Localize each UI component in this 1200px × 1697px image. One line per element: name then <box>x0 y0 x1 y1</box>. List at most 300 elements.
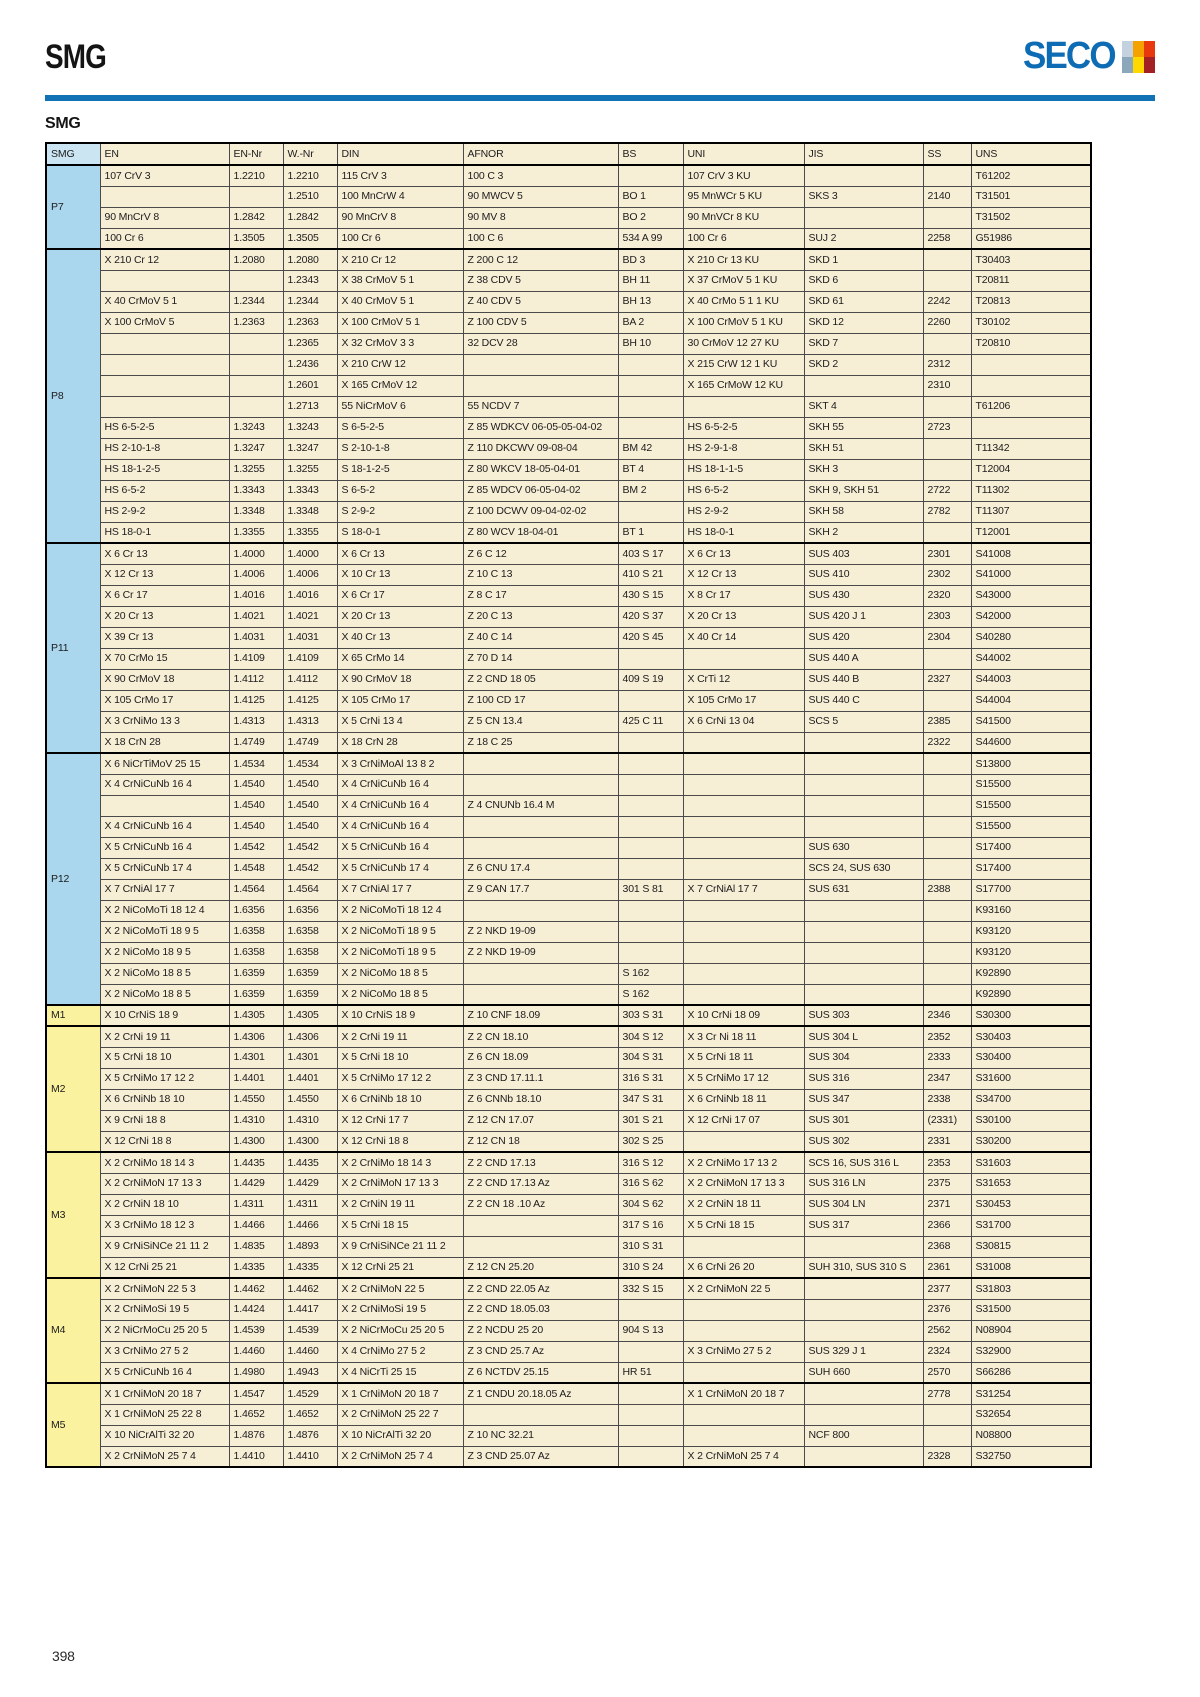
cell-afnor: Z 70 D 14 <box>463 648 618 669</box>
cell-w-nr: 1.6359 <box>283 984 337 1005</box>
cell-bs: 304 S 12 <box>618 1026 683 1047</box>
cell-w-nr: 1.4006 <box>283 564 337 585</box>
cell-w-nr: 1.3355 <box>283 522 337 543</box>
cell-jis: SUS 316 LN <box>804 1173 923 1194</box>
cell-en-nr: 1.4125 <box>229 690 283 711</box>
cell-uni: X 6 Cr 13 <box>683 543 804 564</box>
cell-afnor: Z 12 CN 17.07 <box>463 1110 618 1131</box>
cell-en-nr: 1.4540 <box>229 795 283 816</box>
cell-jis: SKT 4 <box>804 396 923 417</box>
cell-jis: SUS 631 <box>804 879 923 900</box>
cell-jis <box>804 165 923 186</box>
table-row <box>46 795 1091 816</box>
table-row <box>46 816 1091 837</box>
cell-jis: SCS 16, SUS 316 L <box>804 1152 923 1173</box>
cell-ss: 2346 <box>923 1005 971 1026</box>
cell-en: X 1 CrNiMoN 20 18 7 <box>100 1383 229 1404</box>
cell-uns: T11302 <box>971 480 1091 501</box>
cell-w-nr: 1.2601 <box>283 375 337 396</box>
cell-ss <box>923 648 971 669</box>
table-row <box>46 879 1091 900</box>
cell-en: X 2 CrNi 19 11 <box>100 1026 229 1047</box>
table-row <box>46 1047 1091 1068</box>
cell-afnor: Z 100 CD 17 <box>463 690 618 711</box>
cell-ss <box>923 837 971 858</box>
cell-en-nr: 1.3348 <box>229 501 283 522</box>
cell-ss: 2242 <box>923 291 971 312</box>
cell-uns: K92890 <box>971 984 1091 1005</box>
smg-group-label-p11: P11 <box>46 543 100 753</box>
cell-ss: (2331) <box>923 1110 971 1131</box>
cell-bs: BM 42 <box>618 438 683 459</box>
cell-uni: X 105 CrMo 17 <box>683 690 804 711</box>
cell-en-nr: 1.4466 <box>229 1215 283 1236</box>
cell-din: X 38 CrMoV 5 1 <box>337 270 463 291</box>
cell-afnor <box>463 1404 618 1425</box>
cell-uni: X 165 CrMoW 12 KU <box>683 375 804 396</box>
cell-uns: S15500 <box>971 816 1091 837</box>
smg-group-label-p7: P7 <box>46 165 100 249</box>
cell-din: S 2-10-1-8 <box>337 438 463 459</box>
cell-afnor: Z 12 CN 25.20 <box>463 1257 618 1278</box>
cell-afnor: 90 MV 8 <box>463 207 618 228</box>
cell-afnor: Z 8 C 17 <box>463 585 618 606</box>
cell-uns: T61206 <box>971 396 1091 417</box>
cell-w-nr: 1.4462 <box>283 1278 337 1299</box>
cell-jis <box>804 753 923 774</box>
cell-uni: X 2 CrNiMo 17 13 2 <box>683 1152 804 1173</box>
cell-en: X 2 NiCoMoTi 18 9 5 <box>100 921 229 942</box>
cell-w-nr: 1.4943 <box>283 1362 337 1383</box>
cell-ss: 2353 <box>923 1152 971 1173</box>
cell-afnor: Z 3 CND 17.11.1 <box>463 1068 618 1089</box>
cell-uni: X 5 CrNi 18 15 <box>683 1215 804 1236</box>
seco-logo-mark-icon <box>1122 41 1155 73</box>
cell-jis: SUS 440 C <box>804 690 923 711</box>
cell-en-nr: 1.2842 <box>229 207 283 228</box>
cell-w-nr: 1.4540 <box>283 816 337 837</box>
cell-en-nr: 1.4401 <box>229 1068 283 1089</box>
cell-en-nr: 1.4540 <box>229 774 283 795</box>
cell-en-nr: 1.4435 <box>229 1152 283 1173</box>
cell-din: X 1 CrNiMoN 20 18 7 <box>337 1383 463 1404</box>
cell-uns: S43000 <box>971 585 1091 606</box>
cell-ss: 2260 <box>923 312 971 333</box>
cell-uns: K93120 <box>971 942 1091 963</box>
cell-din: S 6-5-2-5 <box>337 417 463 438</box>
cell-uni <box>683 732 804 753</box>
cell-w-nr: 1.2080 <box>283 249 337 270</box>
cell-ss: 2140 <box>923 186 971 207</box>
cell-uni: X 2 CrNiMoN 25 7 4 <box>683 1446 804 1467</box>
cell-bs: 534 A 99 <box>618 228 683 249</box>
cell-uns: S44600 <box>971 732 1091 753</box>
cell-jis: SUS 301 <box>804 1110 923 1131</box>
cell-bs: S 162 <box>618 963 683 984</box>
table-row <box>46 1152 1091 1173</box>
cell-w-nr: 1.4550 <box>283 1089 337 1110</box>
cell-w-nr: 1.4435 <box>283 1152 337 1173</box>
smg-group-label-m1: M1 <box>46 1005 100 1026</box>
cell-bs <box>618 354 683 375</box>
table-row <box>46 1446 1091 1467</box>
cell-en-nr <box>229 270 283 291</box>
cell-en-nr: 1.4109 <box>229 648 283 669</box>
cell-w-nr: 1.4876 <box>283 1425 337 1446</box>
cell-jis <box>804 921 923 942</box>
cell-din: X 12 CrNi 18 8 <box>337 1131 463 1152</box>
cell-uni <box>683 858 804 879</box>
cell-afnor: Z 2 CN 18.10 <box>463 1026 618 1047</box>
cell-bs: 301 S 21 <box>618 1110 683 1131</box>
cell-en: X 4 CrNiCuNb 16 4 <box>100 816 229 837</box>
cell-afnor: Z 3 CND 25.07 Az <box>463 1446 618 1467</box>
cell-din: X 2 CrNiMo 18 14 3 <box>337 1152 463 1173</box>
cell-ss: 2376 <box>923 1299 971 1320</box>
cell-en-nr: 1.4548 <box>229 858 283 879</box>
table-row <box>46 480 1091 501</box>
cell-jis: SUS 440 B <box>804 669 923 690</box>
cell-din: 90 MnCrV 8 <box>337 207 463 228</box>
cell-uns: T20810 <box>971 333 1091 354</box>
table-row <box>46 354 1091 375</box>
cell-uni: X 210 Cr 13 KU <box>683 249 804 270</box>
cell-en: X 18 CrN 28 <box>100 732 229 753</box>
cell-uni: 90 MnVCr 8 KU <box>683 207 804 228</box>
column-header-smg: SMG <box>46 143 100 165</box>
cell-jis: SKH 2 <box>804 522 923 543</box>
cell-ss: 2377 <box>923 1278 971 1299</box>
cell-jis <box>804 1383 923 1404</box>
cell-en <box>100 186 229 207</box>
cell-jis <box>804 1278 923 1299</box>
cell-uns: S34700 <box>971 1089 1091 1110</box>
cell-bs: 304 S 62 <box>618 1194 683 1215</box>
cell-afnor <box>463 1236 618 1257</box>
cell-jis: SCS 24, SUS 630 <box>804 858 923 879</box>
cell-bs: HR 51 <box>618 1362 683 1383</box>
cell-en: X 2 NiCoMo 18 9 5 <box>100 942 229 963</box>
cell-din: X 20 Cr 13 <box>337 606 463 627</box>
cell-w-nr: 1.4112 <box>283 669 337 690</box>
cell-w-nr: 1.4016 <box>283 585 337 606</box>
cell-din: 100 Cr 6 <box>337 228 463 249</box>
cell-ss: 2570 <box>923 1362 971 1383</box>
cell-din: X 12 CrNi 25 21 <box>337 1257 463 1278</box>
cell-ss: 2371 <box>923 1194 971 1215</box>
cell-en-nr: 1.4876 <box>229 1425 283 1446</box>
cell-en-nr: 1.4564 <box>229 879 283 900</box>
cell-w-nr: 1.4564 <box>283 879 337 900</box>
cell-w-nr: 1.4460 <box>283 1341 337 1362</box>
cell-uni <box>683 753 804 774</box>
column-header-bs: BS <box>618 143 683 165</box>
cell-uni <box>683 984 804 1005</box>
cell-ss: 2304 <box>923 627 971 648</box>
cell-w-nr: 1.4652 <box>283 1404 337 1425</box>
cell-ss <box>923 459 971 480</box>
cell-din: X 2 NiCoMoTi 18 9 5 <box>337 921 463 942</box>
cell-uns: T12004 <box>971 459 1091 480</box>
cell-ss <box>923 753 971 774</box>
table-header-row <box>46 143 1091 165</box>
cell-afnor: Z 2 CND 18 05 <box>463 669 618 690</box>
cell-uni: X CrTi 12 <box>683 669 804 690</box>
table-row <box>46 1068 1091 1089</box>
cell-en: X 5 CrNiCuNb 17 4 <box>100 858 229 879</box>
smg-group-label-m4: M4 <box>46 1278 100 1383</box>
cell-ss <box>923 333 971 354</box>
cell-afnor: 100 C 3 <box>463 165 618 186</box>
table-row <box>46 564 1091 585</box>
cell-en-nr <box>229 354 283 375</box>
cell-jis <box>804 963 923 984</box>
cell-w-nr: 1.2210 <box>283 165 337 186</box>
cell-en-nr: 1.4335 <box>229 1257 283 1278</box>
cell-uns: S31254 <box>971 1383 1091 1404</box>
cell-w-nr: 1.4335 <box>283 1257 337 1278</box>
cell-bs <box>618 858 683 879</box>
cell-ss: 2302 <box>923 564 971 585</box>
cell-w-nr: 1.2343 <box>283 270 337 291</box>
cell-uns: S31008 <box>971 1257 1091 1278</box>
cell-en-nr: 1.2080 <box>229 249 283 270</box>
cell-bs <box>618 375 683 396</box>
cell-uns: T31501 <box>971 186 1091 207</box>
cell-ss <box>923 249 971 270</box>
cell-en: X 7 CrNiAl 17 7 <box>100 879 229 900</box>
cell-jis: SUS 304 LN <box>804 1194 923 1215</box>
table-row <box>46 1299 1091 1320</box>
cell-en: X 9 CrNi 18 8 <box>100 1110 229 1131</box>
cell-en: X 3 CrNiMo 13 3 <box>100 711 229 732</box>
cell-bs: 904 S 13 <box>618 1320 683 1341</box>
cell-bs: 310 S 31 <box>618 1236 683 1257</box>
cell-uns: S30400 <box>971 1047 1091 1068</box>
cell-en-nr: 1.4112 <box>229 669 283 690</box>
cell-din: X 10 NiCrAlTi 32 20 <box>337 1425 463 1446</box>
cell-w-nr: 1.4301 <box>283 1047 337 1068</box>
cell-bs: BH 10 <box>618 333 683 354</box>
cell-en-nr: 1.4429 <box>229 1173 283 1194</box>
table-row <box>46 459 1091 480</box>
table-row <box>46 312 1091 333</box>
cell-w-nr: 1.4466 <box>283 1215 337 1236</box>
cell-afnor: Z 3 CND 25.7 Az <box>463 1341 618 1362</box>
cell-w-nr: 1.3505 <box>283 228 337 249</box>
cell-uns: T30102 <box>971 312 1091 333</box>
cell-en-nr <box>229 186 283 207</box>
cell-bs <box>618 1341 683 1362</box>
cell-din: X 9 CrNiSiNCe 21 11 2 <box>337 1236 463 1257</box>
cell-afnor: Z 10 NC 32.21 <box>463 1425 618 1446</box>
cell-en-nr: 1.4305 <box>229 1005 283 1026</box>
cell-din: X 2 NiCoMoTi 18 9 5 <box>337 942 463 963</box>
cell-uns: S30200 <box>971 1131 1091 1152</box>
cell-ss: 2778 <box>923 1383 971 1404</box>
cell-jis: SUS 347 <box>804 1089 923 1110</box>
cell-afnor: Z 2 CND 17.13 <box>463 1152 618 1173</box>
cell-en: 100 Cr 6 <box>100 228 229 249</box>
cell-en: X 39 Cr 13 <box>100 627 229 648</box>
cell-bs: BA 2 <box>618 312 683 333</box>
cell-uns: S32750 <box>971 1446 1091 1467</box>
cell-en-nr: 1.2210 <box>229 165 283 186</box>
cell-bs: BH 11 <box>618 270 683 291</box>
cell-ss <box>923 900 971 921</box>
cell-bs: 332 S 15 <box>618 1278 683 1299</box>
cell-uni: X 12 CrNi 17 07 <box>683 1110 804 1131</box>
cell-uns: S41008 <box>971 543 1091 564</box>
cell-en-nr: 1.4311 <box>229 1194 283 1215</box>
cell-uns: G51986 <box>971 228 1091 249</box>
cell-ss: 2385 <box>923 711 971 732</box>
table-row <box>46 1089 1091 1110</box>
cell-en: X 100 CrMoV 5 <box>100 312 229 333</box>
cell-en: X 6 Cr 17 <box>100 585 229 606</box>
cell-jis <box>804 1320 923 1341</box>
logo-mosaic-tile <box>1144 57 1155 73</box>
cell-en-nr: 1.4547 <box>229 1383 283 1404</box>
cell-din: S 18-0-1 <box>337 522 463 543</box>
cell-en: 90 MnCrV 8 <box>100 207 229 228</box>
cell-uns: S41000 <box>971 564 1091 585</box>
table-row <box>46 1194 1091 1215</box>
cell-uni: X 40 CrMo 5 1 1 KU <box>683 291 804 312</box>
cell-uni: HS 6-5-2-5 <box>683 417 804 438</box>
cell-din: X 5 CrNi 18 10 <box>337 1047 463 1068</box>
cell-ss <box>923 165 971 186</box>
table-body <box>46 165 1091 1467</box>
cell-afnor: Z 6 NCTDV 25.15 <box>463 1362 618 1383</box>
cell-din: X 4 CrNiMo 27 5 2 <box>337 1341 463 1362</box>
cell-ss <box>923 795 971 816</box>
cell-uns: T12001 <box>971 522 1091 543</box>
cell-en-nr: 1.4542 <box>229 837 283 858</box>
cell-en <box>100 354 229 375</box>
cell-en-nr: 1.4534 <box>229 753 283 774</box>
cell-uni <box>683 1362 804 1383</box>
cell-en-nr: 1.4000 <box>229 543 283 564</box>
cell-jis <box>804 795 923 816</box>
cell-jis: SKS 3 <box>804 186 923 207</box>
cell-afnor: 90 MWCV 5 <box>463 186 618 207</box>
cell-uns <box>971 354 1091 375</box>
table-row <box>46 186 1091 207</box>
cell-bs: 304 S 31 <box>618 1047 683 1068</box>
table-row <box>46 753 1091 774</box>
column-header-uns: UNS <box>971 143 1091 165</box>
cell-w-nr: 1.4529 <box>283 1383 337 1404</box>
cell-din: X 2 CrNiMoN 17 13 3 <box>337 1173 463 1194</box>
cell-jis: SUS 329 J 1 <box>804 1341 923 1362</box>
cell-ss: 2388 <box>923 879 971 900</box>
cell-din: X 5 CrNiCuNb 17 4 <box>337 858 463 879</box>
table-row <box>46 522 1091 543</box>
smg-group-label-p8: P8 <box>46 249 100 543</box>
table-row <box>46 375 1091 396</box>
column-header-afnor: AFNOR <box>463 143 618 165</box>
cell-en-nr: 1.4539 <box>229 1320 283 1341</box>
cell-uni: X 5 CrNiMo 17 12 <box>683 1068 804 1089</box>
cell-en <box>100 795 229 816</box>
cell-bs <box>618 921 683 942</box>
cell-uni: HS 18-0-1 <box>683 522 804 543</box>
cell-en: 107 CrV 3 <box>100 165 229 186</box>
cell-afnor: Z 6 CNU 17.4 <box>463 858 618 879</box>
seco-logo <box>1015 35 1155 77</box>
cell-en: X 6 CrNiNb 18 10 <box>100 1089 229 1110</box>
cell-din: X 10 Cr 13 <box>337 564 463 585</box>
cell-uni <box>683 1236 804 1257</box>
cell-bs: BT 4 <box>618 459 683 480</box>
cell-din: X 105 CrMo 17 <box>337 690 463 711</box>
cell-bs <box>618 837 683 858</box>
cell-en: HS 6-5-2 <box>100 480 229 501</box>
cell-ss: 2352 <box>923 1026 971 1047</box>
cell-uni: X 12 Cr 13 <box>683 564 804 585</box>
cell-uns: N08800 <box>971 1425 1091 1446</box>
cell-din: 115 CrV 3 <box>337 165 463 186</box>
cell-en-nr: 1.3247 <box>229 438 283 459</box>
cell-ss: 2331 <box>923 1131 971 1152</box>
cell-uni: X 5 CrNi 18 11 <box>683 1047 804 1068</box>
column-header-din: DIN <box>337 143 463 165</box>
cell-uns: T11342 <box>971 438 1091 459</box>
cell-uns: S32654 <box>971 1404 1091 1425</box>
cell-w-nr: 1.2344 <box>283 291 337 312</box>
cell-jis: SKH 55 <box>804 417 923 438</box>
cell-din: X 2 CrNiN 19 11 <box>337 1194 463 1215</box>
cell-en-nr: 1.6359 <box>229 963 283 984</box>
cell-en-nr: 1.4300 <box>229 1131 283 1152</box>
cell-uns: T31502 <box>971 207 1091 228</box>
cell-din: 100 MnCrW 4 <box>337 186 463 207</box>
cell-uni <box>683 921 804 942</box>
cell-jis: SKH 58 <box>804 501 923 522</box>
cell-en: X 2 CrNiN 18 10 <box>100 1194 229 1215</box>
table-row <box>46 1005 1091 1026</box>
cell-afnor: Z 1 CNDU 20.18.05 Az <box>463 1383 618 1404</box>
cell-uns <box>971 417 1091 438</box>
cell-w-nr: 1.4539 <box>283 1320 337 1341</box>
cell-din: X 2 NiCoMo 18 8 5 <box>337 963 463 984</box>
cell-ss: 2303 <box>923 606 971 627</box>
cell-bs <box>618 1383 683 1404</box>
cell-en-nr: 1.4652 <box>229 1404 283 1425</box>
cell-din: X 40 CrMoV 5 1 <box>337 291 463 312</box>
cell-bs <box>618 1299 683 1320</box>
cell-uni: X 2 CrNiMoN 17 13 3 <box>683 1173 804 1194</box>
cell-ss: 2375 <box>923 1173 971 1194</box>
cell-afnor: Z 2 CND 17.13 Az <box>463 1173 618 1194</box>
cell-uni <box>683 1299 804 1320</box>
cell-uns: K93160 <box>971 900 1091 921</box>
cell-en-nr: 1.6358 <box>229 942 283 963</box>
cell-din: X 4 CrNiCuNb 16 4 <box>337 816 463 837</box>
cell-en <box>100 333 229 354</box>
table-row <box>46 627 1091 648</box>
cell-w-nr: 1.4021 <box>283 606 337 627</box>
cell-uns: N08904 <box>971 1320 1091 1341</box>
cell-w-nr: 1.3348 <box>283 501 337 522</box>
cell-afnor: Z 2 NCDU 25 20 <box>463 1320 618 1341</box>
cell-afnor <box>463 984 618 1005</box>
cell-din: X 18 CrN 28 <box>337 732 463 753</box>
cell-bs: 347 S 31 <box>618 1089 683 1110</box>
cell-afnor <box>463 1215 618 1236</box>
table-row <box>46 270 1091 291</box>
